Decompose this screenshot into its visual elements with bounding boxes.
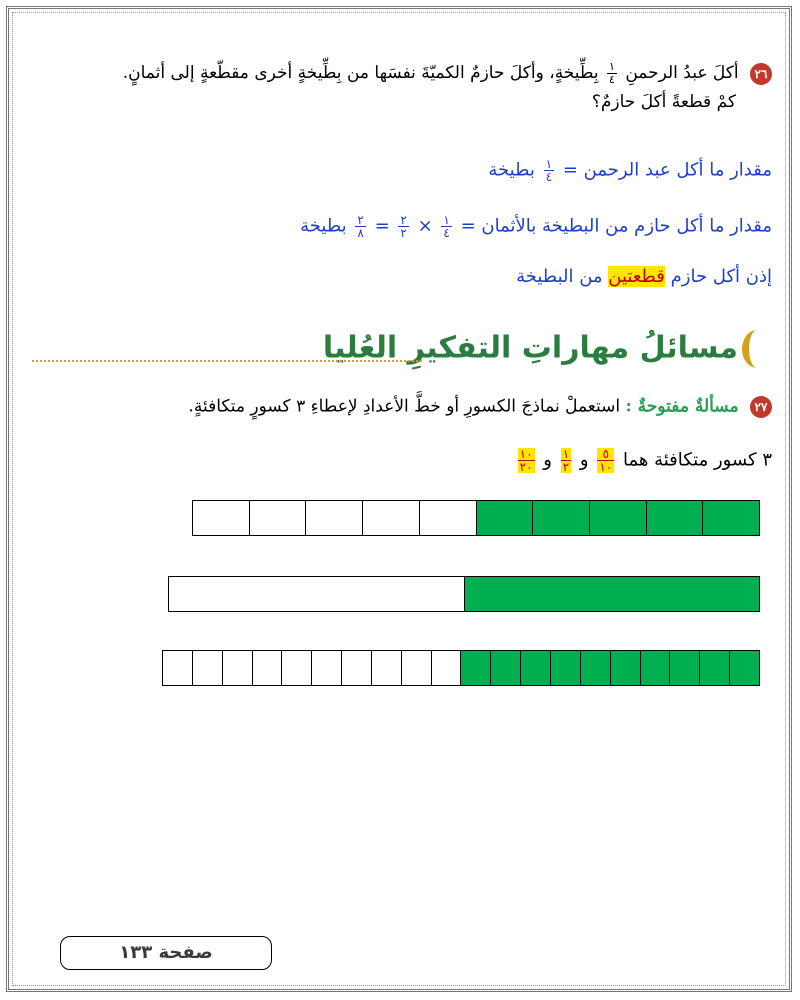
unshaded-part (305, 501, 362, 535)
shaded-part (646, 501, 703, 535)
answer-27 (515, 448, 772, 473)
question-number-badge: ٢٧ (750, 396, 772, 418)
shaded-part (490, 651, 520, 685)
section-header (32, 330, 772, 380)
fraction-bar-twentieths (162, 650, 760, 686)
dotted-leader (32, 360, 422, 362)
question-27-label: مسألةٌ مفتوحةٌ : (625, 396, 739, 417)
question-27-text: استعملْ نماذجَ الكسورِ أو خطَّ الأعدادِ لإعطاءِ ٣ كسورٍ متكافئةٍ. (188, 396, 621, 417)
unshaded-part (311, 651, 341, 685)
shaded-part (610, 651, 640, 685)
question-26-text-after: بِطِّيخةٍ، وأكلَ حازمٌ الكميّةَ نفسَها من بِطِّيخةٍ أخرى مقطّعةٍ إلى أثمانٍ. (122, 63, 599, 83)
crescent-icon (742, 330, 772, 368)
shaded-part (532, 501, 589, 535)
unshaded-part (419, 501, 476, 535)
question-26 (32, 58, 772, 88)
unshaded-part (431, 651, 461, 685)
unshaded-part (281, 651, 311, 685)
question-26-text-before: أكلَ عبدُ الرحمنِ (625, 63, 739, 83)
unshaded-part (341, 651, 371, 685)
shaded-part (702, 501, 759, 535)
fraction-highlighted: $\frac{١٠}{٢٠}$ (519, 447, 533, 474)
unit-label: بطيخة (488, 159, 535, 181)
unshaded-part (193, 501, 249, 535)
fraction-bar-tenths (192, 500, 760, 536)
fraction-highlighted: $\frac{١}{٢}$ (562, 447, 570, 474)
unshaded-part (362, 501, 419, 535)
shaded-part (699, 651, 729, 685)
unshaded-part (163, 651, 192, 685)
shaded-part (640, 651, 670, 685)
answer-line-1-text: مقدار ما أكل عبد الرحمن = (562, 159, 772, 181)
question-27 (188, 396, 772, 418)
shaded-part (580, 651, 610, 685)
answer-27-text: ٣ كسور متكافئة هما (622, 449, 772, 471)
fraction-quarter: $\frac{١}{٤}$ (609, 60, 615, 86)
unshaded-part (249, 501, 306, 535)
page-number: صفحة ١٣٣ (60, 936, 272, 970)
section-title: مسائلُ مهاراتِ التفكيرِ العُليا (323, 330, 772, 368)
fraction: $\frac{٢}{٢}$ (400, 213, 407, 240)
shaded-part (476, 501, 533, 535)
answer-line-3-text: إذن أكل حازم (670, 266, 772, 287)
shaded-part (669, 651, 699, 685)
shaded-part (464, 577, 760, 611)
shaded-part (520, 651, 550, 685)
shaded-part (729, 651, 759, 685)
times-sign: × (417, 215, 433, 237)
answer-line-2 (300, 214, 772, 239)
unshaded-part (169, 577, 464, 611)
equals-sign: = (374, 215, 390, 237)
highlighted-answer: قطعتين (608, 266, 665, 287)
unit-label: بطيخة (300, 215, 347, 237)
unshaded-part (252, 651, 282, 685)
shaded-part (460, 651, 490, 685)
question-26-line-2: كمْ قطعةً أكلَ حازمٌ؟ (591, 92, 736, 112)
question-number-badge: ٢٦ (750, 63, 772, 85)
unshaded-part (371, 651, 401, 685)
answer-line-1 (488, 158, 772, 183)
fraction-bar-halves (168, 576, 760, 612)
unshaded-part (192, 651, 222, 685)
fraction-highlighted: $\frac{٥}{١٠}$ (599, 447, 613, 474)
answer-line-2-text: مقدار ما أكل حازم من البطيخة بالأثمان = (460, 215, 772, 237)
answer-line-3 (516, 266, 772, 287)
unshaded-part (222, 651, 252, 685)
conjunction: و (579, 449, 589, 471)
shaded-part (589, 501, 646, 535)
shaded-part (550, 651, 580, 685)
conjunction: و (543, 449, 552, 471)
unshaded-part (401, 651, 431, 685)
fraction: $\frac{١}{٤}$ (443, 213, 450, 240)
fraction: $\frac{٢}{٨}$ (357, 213, 364, 240)
fraction: $\frac{١}{٤}$ (545, 157, 553, 184)
answer-line-3-tail: من البطيخة (516, 266, 603, 287)
